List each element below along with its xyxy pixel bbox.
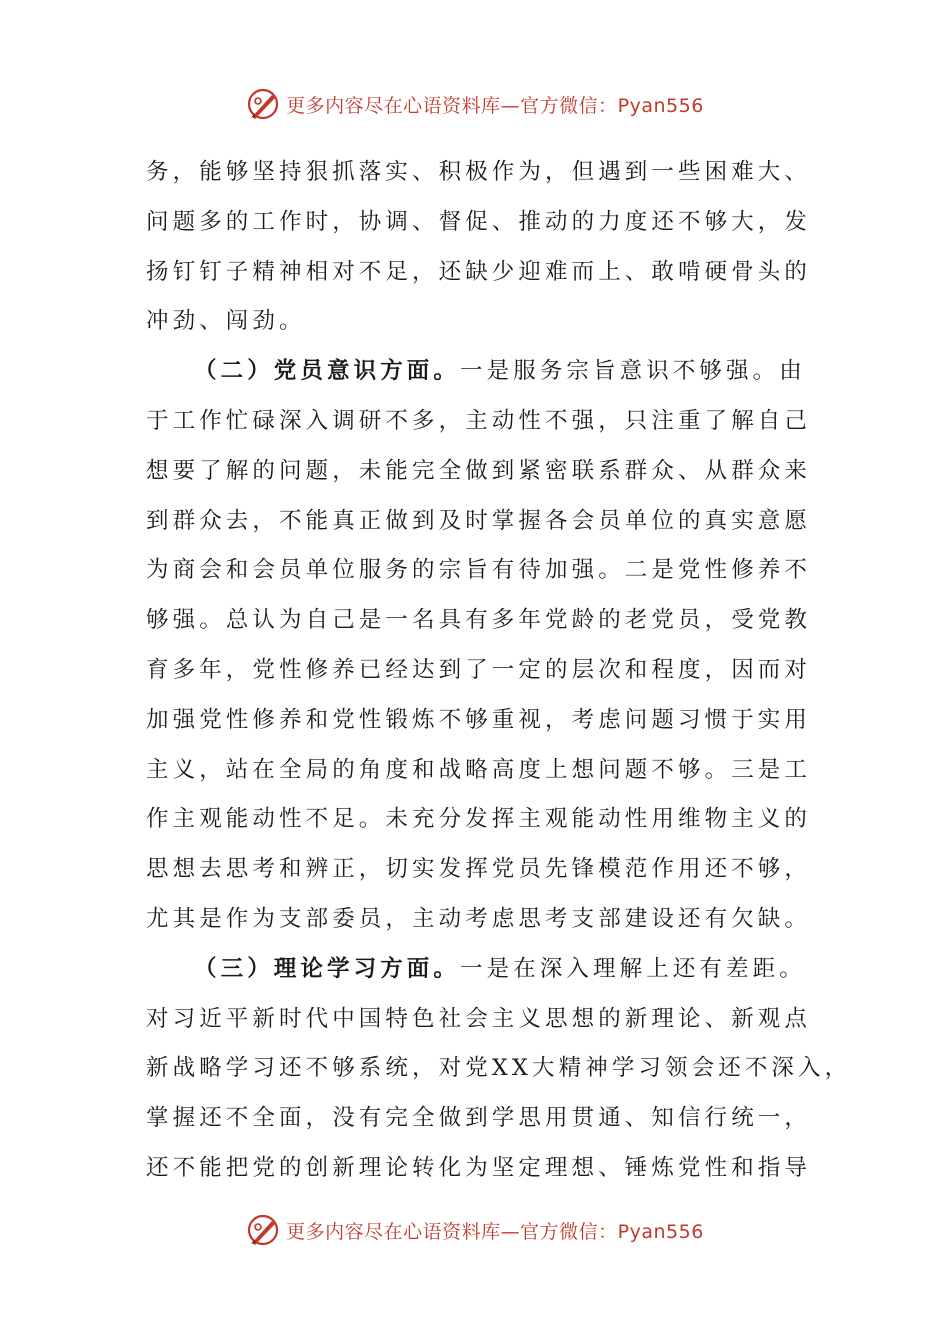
text-line: 尤其是作为支部委员，主动考虑思考支部建设还有欠缺。: [146, 905, 812, 932]
text-line: 掌握还不全面，没有完全做到学思用贯通、知信行统一，: [146, 1105, 812, 1132]
pen-logo-icon: [246, 1213, 280, 1247]
text-line: 对习近平新时代中国特色社会主义思想的新理论、新观点: [146, 1005, 812, 1032]
text-line: 务，能够坚持狠抓落实、积极作为，但遇到一些困难大、: [146, 159, 812, 185]
text-line: 冲劲、闯劲。: [146, 308, 306, 335]
watermark-banner-bottom: [0, 1208, 950, 1252]
document-body: [146, 148, 852, 1194]
section-heading-line: [146, 347, 810, 397]
section-heading-line: [146, 945, 810, 995]
text-line: 扬钉钉子精神相对不足，还缺少迎难而上、敢啃硬骨头的: [146, 258, 812, 285]
text-line: 一是在深入理解上还有差距。: [460, 955, 806, 982]
text-line: 加强党性修养和党性锻炼不够重视，考虑问题习惯于实用: [146, 706, 812, 733]
text-line: 育多年，党性修养已经达到了一定的层次和程度，因而对: [146, 656, 812, 683]
text-line: 还不能把党的创新理论转化为坚定理想、锤炼党性和指导: [146, 1154, 812, 1181]
text-line: 到群众去，不能真正做到及时掌握各会员单位的真实意愿: [146, 507, 812, 534]
text-line: 作主观能动性不足。未充分发挥主观能动性用维物主义的: [146, 806, 812, 833]
text-line: 新战略学习还不够系统，对党XX大精神学习领会还不深入，: [146, 1055, 852, 1082]
text-line: 一是服务宗旨意识不够强。由: [460, 358, 806, 385]
section-heading-party-awareness: （二）党员意识方面。: [194, 358, 461, 385]
text-line: 问题多的工作时，协调、督促、推动的力度还不够大，发: [146, 208, 812, 235]
watermark-text: 更多内容尽在心语资料库—官方微信：Pyan556: [286, 94, 704, 117]
watermark-text: 更多内容尽在心语资料库—官方微信：Pyan556: [286, 1220, 704, 1243]
section-heading-theory-study: （三）理论学习方面。: [194, 955, 461, 982]
text-line: 为商会和会员单位服务的宗旨有待加强。二是党性修养不: [146, 557, 812, 584]
text-line: 思想去思考和辨正，切实发挥党员先锋模范作用还不够，: [146, 856, 812, 883]
text-line: 于工作忙碌深入调研不多，主动性不强，只注重了解自己: [146, 407, 812, 434]
pen-logo-icon: [246, 87, 280, 121]
text-line: 想要了解的问题，未能完全做到紧密联系群众、从群众来: [146, 457, 812, 484]
text-line: 够强。总认为自己是一名具有多年党龄的老党员，受党教: [146, 607, 812, 634]
text-line: 主义，站在全局的角度和战略高度上想问题不够。三是工: [146, 756, 812, 783]
watermark-banner-top: [0, 82, 950, 126]
